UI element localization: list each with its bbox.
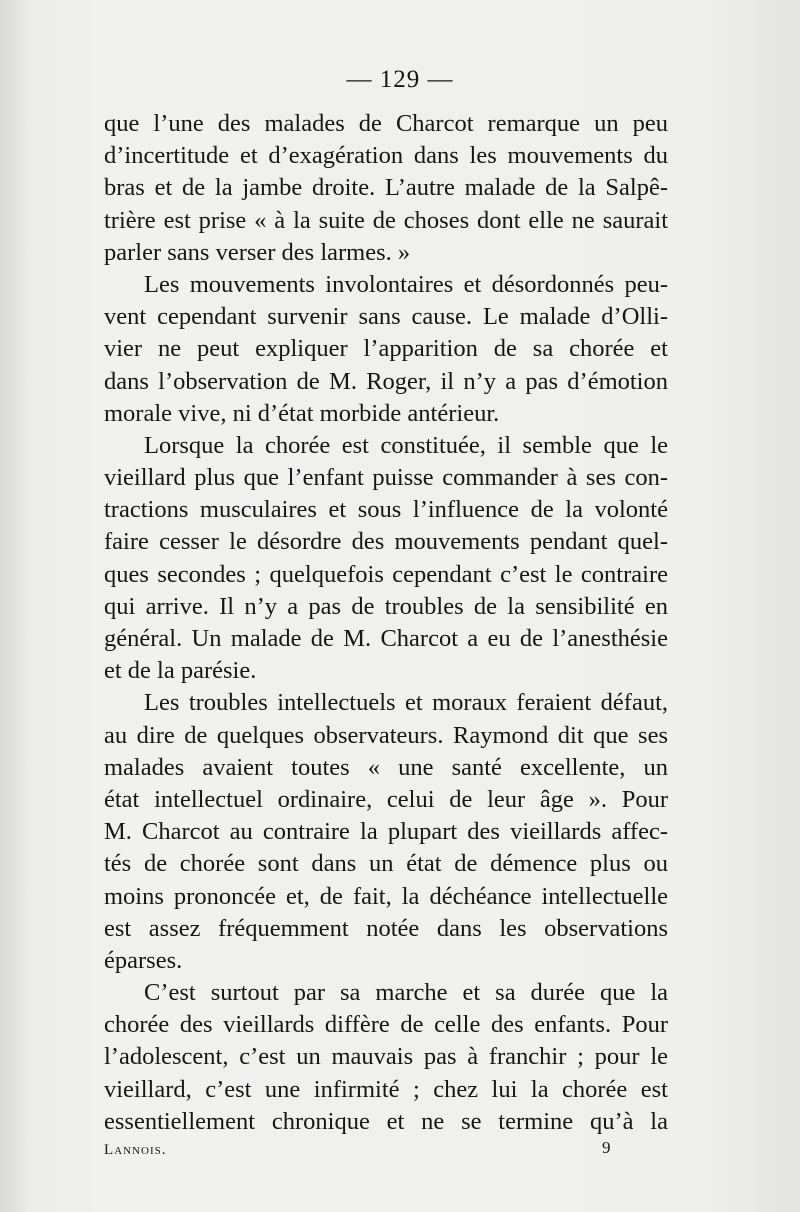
text-line: chorée des vieillards diffère de celle des enfants. Pour (104, 1011, 668, 1039)
body-text (104, 108, 668, 1138)
text-line: vieillard plus que l’enfant puisse commander à ses con- (104, 464, 668, 492)
text-line: faire cesser le désordre des mouvements pendant quel- (104, 528, 668, 556)
text-line: état intellectuel ordinaire, celui de leur âge ». Pour (104, 785, 668, 813)
text-line: trière est prise « à la suite de choses dont elle ne saurait (104, 206, 668, 234)
text-line: M. Charcot au contraire la plupart des vieillards affec- (104, 818, 668, 846)
running-footer-author: Lannois. (104, 1142, 167, 1158)
text-line: au dire de quelques observateurs. Raymond dit que ses (104, 721, 668, 749)
page-number: — 129 — (346, 66, 454, 93)
text-line: vieillard, c’est une infirmité ; chez lui la chorée est (104, 1075, 668, 1103)
text-line: que l’une des malades de Charcot remarque un peu (104, 110, 668, 137)
text-line: ques secondes ; quelquefois cependant c’est le contraire (104, 560, 668, 588)
text-line: général. Un malade de M. Charcot a eu de l’anesthésie (104, 625, 668, 652)
text-line: Lorsque la chorée est constituée, il semble que le (144, 431, 668, 459)
text-line: qui arrive. Il n’y a pas de troubles de la sensibilité en (104, 592, 668, 620)
text-line: vier ne peut expliquer l’apparition de sa chorée et (104, 335, 668, 363)
text-line: moins prononcée et, de fait, la déchéance intellectuelle (104, 882, 668, 910)
text-line: essentiellement chronique et ne se termine qu’à la (104, 1107, 668, 1135)
text-line: morale vive, ni d’état morbide antérieur. (104, 399, 500, 427)
signature-mark: 9 (602, 1138, 611, 1157)
text-line: malades avaient toutes « une santé excellente, un (104, 753, 668, 781)
text-line: Les troubles intellectuels et moraux feraient défaut, (144, 689, 668, 717)
text-line: tés de chorée sont dans un état de démence plus ou (104, 850, 668, 878)
text-line: est assez fréquemment notée dans les observations (104, 914, 668, 942)
text-line: C’est surtout par sa marche et sa durée que la (144, 979, 668, 1007)
text-line: d’incertitude et d’exagération dans les mouvements du (104, 142, 668, 170)
text-line: l’adolescent, c’est un mauvais pas à franchir ; pour le (104, 1043, 668, 1071)
text-line: bras et de la jambe droite. L’autre malade de la Salpê- (104, 174, 668, 202)
text-line: tractions musculaires et sous l’influence de la volonté (104, 496, 668, 524)
text-line: et de la parésie. (104, 657, 257, 685)
text-line: dans l’observation de M. Roger, il n’y a pas d’émotion (104, 367, 668, 395)
text-line: vent cependant survenir sans cause. Le malade d’Olli- (104, 303, 668, 331)
text-line: parler sans verser des larmes. » (104, 238, 411, 266)
text-line: Les mouvements involontaires et désordonnés peu- (144, 270, 668, 298)
text-line: éparses. (104, 946, 183, 974)
